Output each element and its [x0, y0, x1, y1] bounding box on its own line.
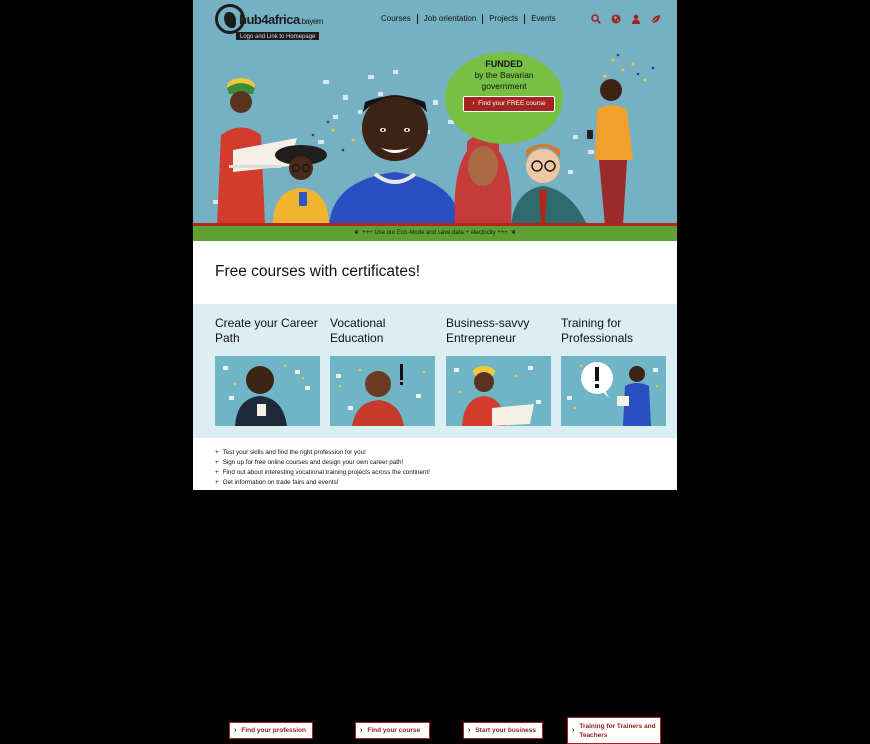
chevron-right-icon: › [360, 727, 363, 734]
user-icon[interactable] [631, 14, 641, 24]
career-path-illustration [215, 356, 320, 426]
course-image[interactable] [446, 356, 551, 426]
course-card-professionals [561, 316, 666, 350]
course-image[interactable] [561, 356, 666, 426]
list-item: + Test your skills and find the right profession for you! [215, 448, 430, 458]
chevron-right-icon: › [468, 727, 471, 734]
course-title: Create your Career Path [215, 316, 318, 345]
training-trainers-button[interactable] [567, 717, 661, 744]
globe-icon[interactable] [611, 14, 621, 24]
find-profession-label: Find your profession [241, 727, 306, 734]
find-course-label: Find your course [367, 727, 421, 734]
chevron-right-icon: › [572, 727, 575, 734]
start-business-button[interactable] [463, 722, 543, 739]
leaf-icon: ❦ [353, 230, 359, 236]
nav-item-courses[interactable]: Courses [381, 14, 411, 23]
professionals-illustration [561, 356, 666, 426]
training-trainers-label: Training for Trainers and Teachers [579, 722, 656, 739]
entrepreneur-illustration [446, 356, 551, 426]
header [193, 0, 677, 40]
funded-subtitle: by the Bavarian government [474, 70, 534, 91]
nav-item-job-orientation[interactable]: Job orientation [417, 14, 482, 24]
hero-illustration [193, 40, 677, 225]
header-icons [591, 14, 661, 24]
course-title: Vocational Education [330, 316, 386, 345]
main-nav [375, 14, 562, 24]
list-item: + Get information on trade fairs and events! [215, 478, 430, 488]
page [193, 0, 677, 739]
logo-tooltip: Logo and Link to Homepage [236, 32, 319, 42]
eco-mode-banner[interactable] [193, 226, 677, 241]
course-card-career-path [215, 316, 320, 350]
nav-item-projects[interactable]: Projects [482, 14, 524, 24]
chevron-right-icon: › [234, 727, 237, 734]
find-free-course-button[interactable] [464, 97, 554, 111]
course-image[interactable] [330, 356, 435, 426]
search-icon[interactable] [591, 14, 601, 24]
course-title: Business-savvy Entrepreneur [446, 316, 530, 345]
course-title: Training for Professionals [561, 316, 634, 345]
funded-bubble-tail [543, 122, 557, 130]
find-course-button[interactable] [355, 722, 430, 739]
find-profession-button[interactable] [229, 722, 313, 739]
nav-item-events[interactable]: Events [524, 14, 561, 24]
logo-text-main: hub4africa [239, 12, 300, 27]
section-heading: Free courses with certificates! [215, 263, 421, 280]
course-card-vocational-education [330, 316, 435, 350]
funded-title: FUNDED [485, 59, 523, 69]
leaf-icon[interactable] [651, 14, 661, 24]
eco-mode-text: +++ Use our Eco-Mode and save data + electricity +++ [362, 230, 508, 236]
benefits-list [215, 448, 430, 488]
leaf-icon: ❦ [511, 230, 517, 236]
vocational-education-illustration [330, 356, 435, 426]
hero-banner [193, 40, 677, 225]
course-image[interactable] [215, 356, 320, 426]
logo-text[interactable] [239, 12, 323, 27]
list-item: + Find out about interesting vocational training projects across the continent! [215, 468, 430, 478]
logo-text-suffix: .bayern [299, 17, 323, 26]
africa-icon [224, 12, 236, 28]
chevron-right-icon: › [472, 100, 479, 107]
list-item: + Sign up for free online courses and design your own career path! [215, 458, 430, 468]
course-card-entrepreneur [446, 316, 551, 350]
start-business-label: Start your business [475, 727, 537, 734]
find-free-course-label: Find your FREE course [478, 100, 546, 107]
